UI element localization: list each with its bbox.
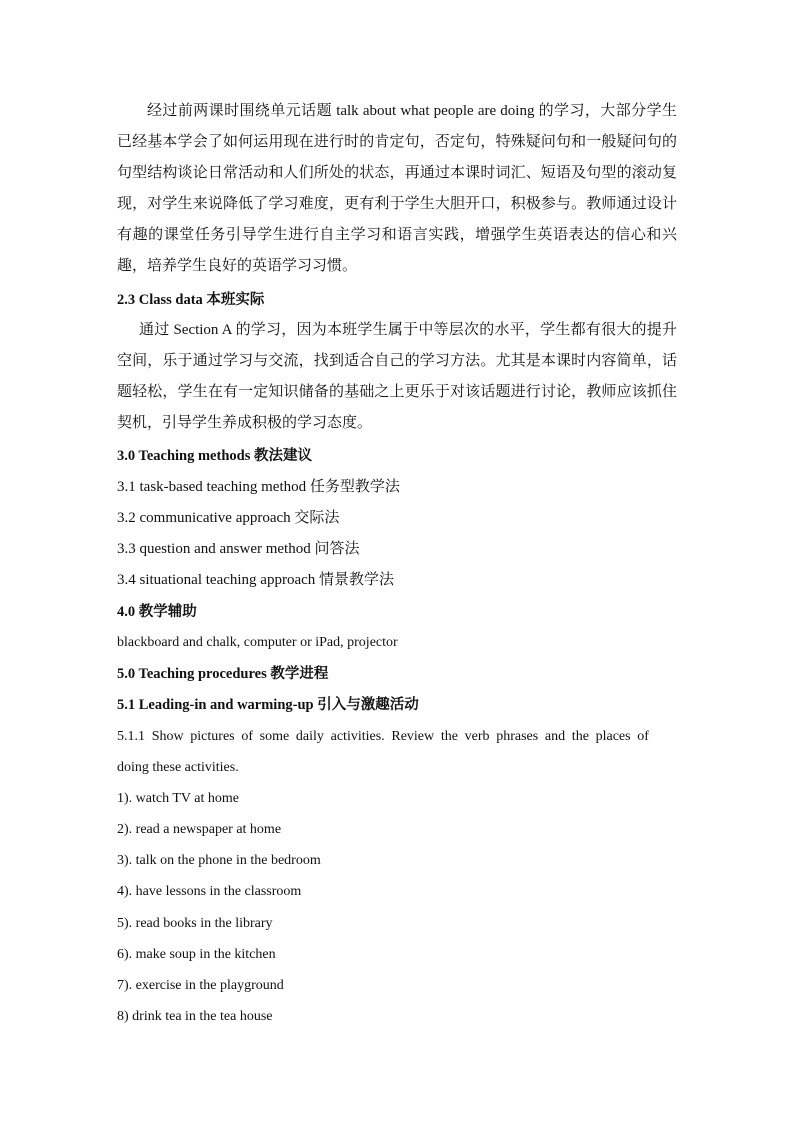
activity-item-6: 6). make soup in the kitchen	[117, 947, 276, 962]
activity-item-8: 8) drink tea in the tea house	[117, 1009, 273, 1024]
activity-item-2: 2). read a newspaper at home	[117, 822, 282, 837]
section-5-0-heading: 5.0 Teaching procedures 教学进程	[117, 666, 329, 682]
method-item-3: 3.3 question and answer method 问答法	[117, 541, 360, 557]
intro-paragraph: 经过前两课时围绕单元话题 talk about what people are doing 的学习，大部分学生已经基本学会了如何运用现在进行时的肯定句，否定句，特殊疑问句和一般疑问句的句型结构谈论日常活动和人们所处的状态，再通过本课时词汇、短语及句型的滚动复现，对学生来说降低了学习难度，更有利于学生大胆开口，积极参与。教师通过设计有趣的课堂任务引导学生进行自主学习和语言实践，增强学生英语表达的信心和兴趣，培养学生良好的英语学习习惯。	[117, 103, 677, 274]
activity-item-4: 4). have lessons in the classroom	[117, 884, 302, 899]
activity-item-1: 1). watch TV at home	[117, 791, 239, 806]
section-5-1-1-line-1: 5.1.1 Show pictures of some daily activities. Review the verb phrases and the places of	[117, 729, 649, 744]
method-item-4: 3.4 situational teaching approach 情景教学法	[117, 572, 395, 588]
section-2-3-paragraph: 通过 Section A 的学习，因为本班学生属于中等层次的水平，学生都有很大的提升空间，乐于通过学习与交流，找到适合自己的学习方法。尤其是本课时内容简单，话题轻松，学生在有一定知识储备的基础之上更乐于对该话题进行讨论，教师应该抓住契机，引导学生养成积极的学习态度。	[117, 322, 677, 431]
teaching-aids-line: blackboard and chalk, computer or iPad, projector	[117, 635, 398, 650]
section-2-3-heading: 2.3 Class data 本班实际	[117, 292, 265, 308]
section-5-1-1-line-2: doing these activities.	[117, 760, 239, 775]
activity-item-3: 3). talk on the phone in the bedroom	[117, 853, 321, 868]
section-5-1-heading: 5.1 Leading-in and warming-up 引入与激趣活动	[117, 697, 419, 713]
section-3-0-heading: 3.0 Teaching methods 教法建议	[117, 448, 312, 464]
activity-item-5: 5). read books in the library	[117, 916, 273, 931]
method-item-2: 3.2 communicative approach 交际法	[117, 510, 340, 526]
section-4-0-heading: 4.0 教学辅助	[117, 604, 197, 620]
method-item-1: 3.1 task-based teaching method 任务型教学法	[117, 479, 400, 495]
activity-item-7: 7). exercise in the playground	[117, 978, 284, 993]
